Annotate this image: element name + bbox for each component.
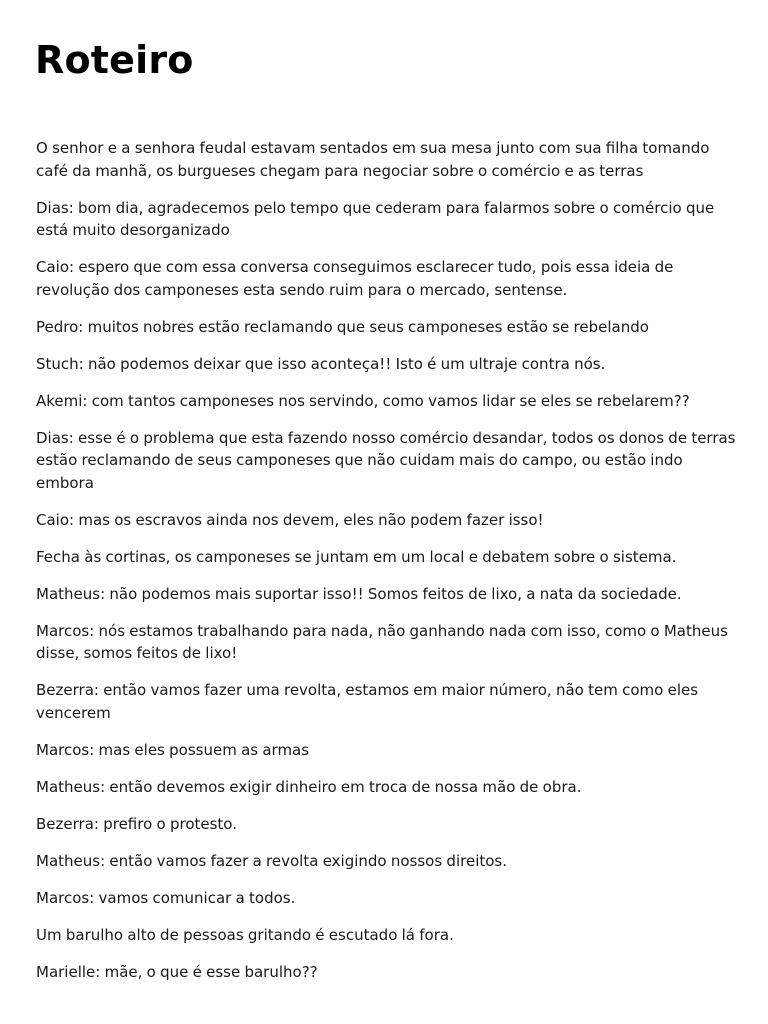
paragraph: Caio: mas os escravos ainda nos devem, eles não podem fazer isso! <box>36 510 544 529</box>
paragraph: Matheus: então vamos fazer a revolta exigindo nossos direitos. <box>36 851 507 870</box>
paragraph: Marcos: nós estamos trabalhando para nada, não ganhando nada com isso, como o Matheus disse, somos feitos de lixo! <box>36 621 728 662</box>
paragraph: Pedro: muitos nobres estão reclamando que seus camponeses estão se rebelando <box>36 317 649 336</box>
page-title: Roteiro <box>35 38 194 82</box>
paragraph: Dias: bom dia, agradecemos pelo tempo que cederam para falarmos sobre o comércio que está muito desorganizado <box>36 198 715 239</box>
paragraph: Akemi: com tantos camponeses nos servindo, como vamos lidar se eles se rebelarem?? <box>36 391 690 410</box>
document-body <box>36 137 736 998</box>
paragraph: Marielle: mãe, o que é esse barulho?? <box>36 962 318 981</box>
paragraph: Bezerra: então vamos fazer uma revolta, estamos em maior número, não tem como eles vencerem <box>36 681 699 722</box>
paragraph: O senhor e a senhora feudal estavam sentados em sua mesa junto com sua filha tomando café da manhã, os burgueses chegam para negociar sobre o comércio e as terras <box>36 139 710 180</box>
paragraph: Um barulho alto de pessoas gritando é escutado lá fora. <box>36 925 454 944</box>
paragraph: Bezerra: prefiro o protesto. <box>36 814 237 833</box>
paragraph: Caio: espero que com essa conversa conseguimos esclarecer tudo, pois essa ideia de revolução dos camponeses esta sendo ruim para o mercado, sentense. <box>36 258 674 299</box>
paragraph: Marcos: mas eles possuem as armas <box>36 740 310 759</box>
paragraph: Stuch: não podemos deixar que isso aconteça!! Isto é um ultraje contra nós. <box>36 354 606 373</box>
paragraph: Dias: esse é o problema que esta fazendo nosso comércio desandar, todos os donos de terras estão reclamando de seus camponeses que não cuidam mais do campo, ou estão indo embora <box>36 428 736 492</box>
paragraph: Matheus: não podemos mais suportar isso!! Somos feitos de lixo, a nata da sociedade. <box>36 584 682 603</box>
paragraph: Matheus: então devemos exigir dinheiro em troca de nossa mão de obra. <box>36 777 582 796</box>
paragraph: Marcos: vamos comunicar a todos. <box>36 888 296 907</box>
paragraph: Fecha às cortinas, os camponeses se juntam em um local e debatem sobre o sistema. <box>36 547 677 566</box>
